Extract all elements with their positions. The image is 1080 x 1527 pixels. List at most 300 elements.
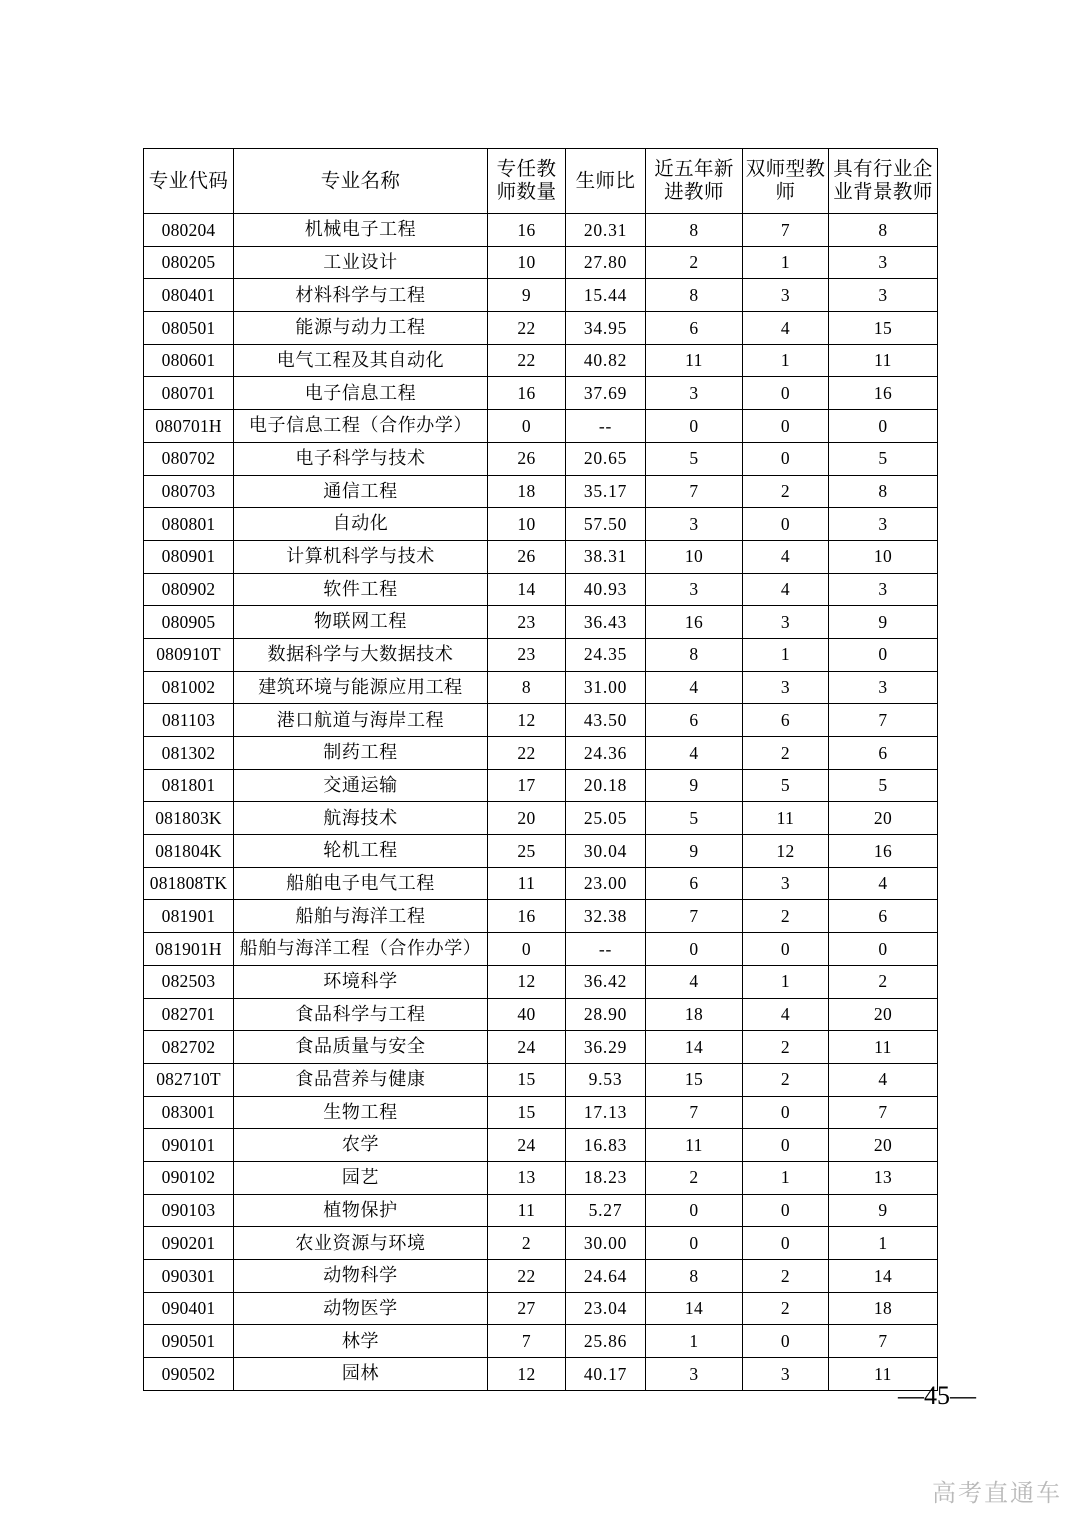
cell-industry-background: 9 [829, 1194, 938, 1227]
cell-major-code: 081901 [144, 900, 234, 933]
table-row [144, 737, 938, 770]
cell-major-code: 080701 [144, 377, 234, 410]
cell-teacher-count: 20 [488, 802, 566, 835]
cell-industry-background: 9 [829, 606, 938, 639]
cell-dual-qualified: 2 [743, 1031, 829, 1064]
cell-student-ratio: 38.31 [566, 540, 646, 573]
cell-major-name: 材料科学与工程 [234, 279, 488, 312]
cell-teacher-count: 12 [488, 1358, 566, 1391]
table-row [144, 638, 938, 671]
cell-student-ratio: 36.29 [566, 1031, 646, 1064]
cell-major-name: 港口航道与海岸工程 [234, 704, 488, 737]
cell-student-ratio: 28.90 [566, 998, 646, 1031]
table-row [144, 1325, 938, 1358]
table-header-row [144, 149, 938, 214]
table-row [144, 835, 938, 868]
cell-new-hires: 3 [646, 508, 743, 541]
cell-new-hires: 8 [646, 1260, 743, 1293]
cell-new-hires: 3 [646, 377, 743, 410]
cell-major-name: 电气工程及其自动化 [234, 344, 488, 377]
cell-major-name: 能源与动力工程 [234, 312, 488, 345]
cell-major-name: 交通运输 [234, 769, 488, 802]
cell-major-code: 090101 [144, 1129, 234, 1162]
cell-new-hires: 15 [646, 1063, 743, 1096]
cell-major-code: 080902 [144, 573, 234, 606]
cell-dual-qualified: 3 [743, 867, 829, 900]
cell-teacher-count: 7 [488, 1325, 566, 1358]
cell-major-code: 080901 [144, 540, 234, 573]
cell-major-name: 通信工程 [234, 475, 488, 508]
cell-dual-qualified: 0 [743, 1129, 829, 1162]
cell-industry-background: 11 [829, 1031, 938, 1064]
cell-teacher-count: 0 [488, 933, 566, 966]
cell-dual-qualified: 4 [743, 540, 829, 573]
cell-new-hires: 5 [646, 802, 743, 835]
cell-new-hires: 7 [646, 1096, 743, 1129]
cell-new-hires: 14 [646, 1292, 743, 1325]
cell-teacher-count: 11 [488, 867, 566, 900]
cell-student-ratio: 20.18 [566, 769, 646, 802]
cell-dual-qualified: 0 [743, 410, 829, 443]
cell-major-code: 090102 [144, 1161, 234, 1194]
table-row [144, 998, 938, 1031]
cell-student-ratio: 32.38 [566, 900, 646, 933]
cell-student-ratio: 35.17 [566, 475, 646, 508]
cell-dual-qualified: 5 [743, 769, 829, 802]
cell-major-code: 081801 [144, 769, 234, 802]
cell-new-hires: 8 [646, 279, 743, 312]
cell-major-name: 轮机工程 [234, 835, 488, 868]
cell-major-name: 生物工程 [234, 1096, 488, 1129]
cell-major-code: 080703 [144, 475, 234, 508]
cell-major-code: 080501 [144, 312, 234, 345]
cell-dual-qualified: 0 [743, 442, 829, 475]
cell-new-hires: 4 [646, 737, 743, 770]
cell-major-name: 食品营养与健康 [234, 1063, 488, 1096]
cell-student-ratio: 40.17 [566, 1358, 646, 1391]
cell-new-hires: 11 [646, 344, 743, 377]
cell-dual-qualified: 3 [743, 606, 829, 639]
cell-new-hires: 4 [646, 965, 743, 998]
cell-major-code: 082710T [144, 1063, 234, 1096]
cell-dual-qualified: 3 [743, 1358, 829, 1391]
cell-industry-background: 0 [829, 933, 938, 966]
table-row [144, 312, 938, 345]
cell-major-name: 船舶电子电气工程 [234, 867, 488, 900]
cell-industry-background: 13 [829, 1161, 938, 1194]
cell-teacher-count: 16 [488, 214, 566, 247]
cell-teacher-count: 8 [488, 671, 566, 704]
cell-dual-qualified: 1 [743, 344, 829, 377]
table-row [144, 1063, 938, 1096]
cell-student-ratio: 25.86 [566, 1325, 646, 1358]
cell-industry-background: 2 [829, 965, 938, 998]
table-row [144, 1358, 938, 1391]
cell-dual-qualified: 2 [743, 1260, 829, 1293]
cell-teacher-count: 24 [488, 1031, 566, 1064]
cell-dual-qualified: 0 [743, 377, 829, 410]
cell-teacher-count: 27 [488, 1292, 566, 1325]
cell-dual-qualified: 0 [743, 1096, 829, 1129]
cell-teacher-count: 11 [488, 1194, 566, 1227]
cell-major-name: 动物医学 [234, 1292, 488, 1325]
cell-teacher-count: 13 [488, 1161, 566, 1194]
table-row [144, 671, 938, 704]
cell-student-ratio: 5.27 [566, 1194, 646, 1227]
cell-new-hires: 9 [646, 769, 743, 802]
cell-major-name: 电子科学与技术 [234, 442, 488, 475]
cell-student-ratio: 30.04 [566, 835, 646, 868]
cell-new-hires: 7 [646, 475, 743, 508]
cell-student-ratio: 23.00 [566, 867, 646, 900]
cell-major-name: 数据科学与大数据技术 [234, 638, 488, 671]
cell-industry-background: 3 [829, 573, 938, 606]
cell-teacher-count: 22 [488, 1260, 566, 1293]
cell-new-hires: 0 [646, 1194, 743, 1227]
cell-teacher-count: 15 [488, 1063, 566, 1096]
cell-teacher-count: 14 [488, 573, 566, 606]
cell-student-ratio: -- [566, 410, 646, 443]
cell-student-ratio: 40.82 [566, 344, 646, 377]
cell-major-code: 081901H [144, 933, 234, 966]
table-row [144, 573, 938, 606]
cell-dual-qualified: 1 [743, 638, 829, 671]
cell-new-hires: 7 [646, 900, 743, 933]
cell-industry-background: 8 [829, 475, 938, 508]
cell-dual-qualified: 2 [743, 475, 829, 508]
cell-dual-qualified: 2 [743, 737, 829, 770]
cell-major-code: 090501 [144, 1325, 234, 1358]
cell-new-hires: 10 [646, 540, 743, 573]
table-row [144, 867, 938, 900]
table-row [144, 769, 938, 802]
column-header-teacher-count: 专任教师数量 [488, 149, 566, 214]
cell-teacher-count: 40 [488, 998, 566, 1031]
cell-student-ratio: 17.13 [566, 1096, 646, 1129]
table-row [144, 214, 938, 247]
table-row [144, 965, 938, 998]
cell-student-ratio: 9.53 [566, 1063, 646, 1096]
cell-dual-qualified: 0 [743, 1325, 829, 1358]
cell-new-hires: 11 [646, 1129, 743, 1162]
cell-student-ratio: -- [566, 933, 646, 966]
table-row [144, 377, 938, 410]
cell-dual-qualified: 3 [743, 671, 829, 704]
cell-major-code: 080910T [144, 638, 234, 671]
cell-teacher-count: 26 [488, 442, 566, 475]
cell-new-hires: 6 [646, 312, 743, 345]
cell-new-hires: 6 [646, 704, 743, 737]
table-row [144, 442, 938, 475]
cell-major-name: 工业设计 [234, 246, 488, 279]
cell-dual-qualified: 2 [743, 1292, 829, 1325]
cell-major-name: 食品质量与安全 [234, 1031, 488, 1064]
cell-student-ratio: 31.00 [566, 671, 646, 704]
cell-industry-background: 10 [829, 540, 938, 573]
cell-dual-qualified: 0 [743, 508, 829, 541]
cell-dual-qualified: 0 [743, 933, 829, 966]
table-body [144, 214, 938, 1391]
cell-major-code: 082701 [144, 998, 234, 1031]
cell-industry-background: 1 [829, 1227, 938, 1260]
cell-major-code: 090502 [144, 1358, 234, 1391]
cell-industry-background: 6 [829, 900, 938, 933]
cell-student-ratio: 24.35 [566, 638, 646, 671]
cell-new-hires: 8 [646, 638, 743, 671]
cell-major-name: 动物科学 [234, 1260, 488, 1293]
cell-new-hires: 9 [646, 835, 743, 868]
cell-dual-qualified: 12 [743, 835, 829, 868]
cell-student-ratio: 30.00 [566, 1227, 646, 1260]
cell-industry-background: 14 [829, 1260, 938, 1293]
cell-new-hires: 14 [646, 1031, 743, 1064]
column-header-new-hires: 近五年新进教师 [646, 149, 743, 214]
cell-student-ratio: 40.93 [566, 573, 646, 606]
cell-dual-qualified: 1 [743, 246, 829, 279]
column-header-student-ratio: 生师比 [566, 149, 646, 214]
cell-major-name: 电子信息工程 [234, 377, 488, 410]
cell-major-name: 环境科学 [234, 965, 488, 998]
cell-student-ratio: 15.44 [566, 279, 646, 312]
cell-industry-background: 4 [829, 1063, 938, 1096]
cell-dual-qualified: 3 [743, 279, 829, 312]
table-row [144, 475, 938, 508]
cell-major-code: 081804K [144, 835, 234, 868]
cell-teacher-count: 22 [488, 344, 566, 377]
cell-industry-background: 20 [829, 802, 938, 835]
cell-dual-qualified: 0 [743, 1194, 829, 1227]
cell-new-hires: 0 [646, 933, 743, 966]
cell-industry-background: 7 [829, 704, 938, 737]
cell-new-hires: 16 [646, 606, 743, 639]
cell-new-hires: 4 [646, 671, 743, 704]
table-row [144, 246, 938, 279]
cell-teacher-count: 10 [488, 508, 566, 541]
cell-industry-background: 5 [829, 442, 938, 475]
cell-industry-background: 8 [829, 214, 938, 247]
cell-major-name: 电子信息工程（合作办学） [234, 410, 488, 443]
table-row [144, 410, 938, 443]
cell-major-code: 080205 [144, 246, 234, 279]
cell-teacher-count: 2 [488, 1227, 566, 1260]
cell-major-code: 082702 [144, 1031, 234, 1064]
table-row [144, 279, 938, 312]
table-row [144, 900, 938, 933]
cell-teacher-count: 16 [488, 900, 566, 933]
cell-industry-background: 4 [829, 867, 938, 900]
cell-student-ratio: 20.31 [566, 214, 646, 247]
table-row [144, 1096, 938, 1129]
cell-major-name: 林学 [234, 1325, 488, 1358]
cell-dual-qualified: 4 [743, 312, 829, 345]
cell-new-hires: 1 [646, 1325, 743, 1358]
table-row [144, 606, 938, 639]
cell-new-hires: 8 [646, 214, 743, 247]
cell-industry-background: 11 [829, 1358, 938, 1391]
cell-industry-background: 18 [829, 1292, 938, 1325]
cell-major-name: 船舶与海洋工程 [234, 900, 488, 933]
cell-industry-background: 20 [829, 1129, 938, 1162]
cell-major-name: 机械电子工程 [234, 214, 488, 247]
cell-industry-background: 7 [829, 1096, 938, 1129]
cell-student-ratio: 23.04 [566, 1292, 646, 1325]
cell-new-hires: 5 [646, 442, 743, 475]
cell-major-name: 园艺 [234, 1161, 488, 1194]
cell-teacher-count: 23 [488, 606, 566, 639]
cell-student-ratio: 20.65 [566, 442, 646, 475]
cell-major-name: 船舶与海洋工程（合作办学） [234, 933, 488, 966]
cell-industry-background: 3 [829, 279, 938, 312]
cell-major-code: 083001 [144, 1096, 234, 1129]
cell-teacher-count: 23 [488, 638, 566, 671]
cell-major-code: 081803K [144, 802, 234, 835]
table-row [144, 1227, 938, 1260]
column-header-major-code: 专业代码 [144, 149, 234, 214]
cell-major-name: 计算机科学与技术 [234, 540, 488, 573]
cell-major-code: 081808TK [144, 867, 234, 900]
table-row [144, 1260, 938, 1293]
cell-major-name: 软件工程 [234, 573, 488, 606]
cell-industry-background: 3 [829, 246, 938, 279]
cell-major-code: 081302 [144, 737, 234, 770]
cell-major-code: 080702 [144, 442, 234, 475]
cell-dual-qualified: 1 [743, 965, 829, 998]
cell-teacher-count: 22 [488, 312, 566, 345]
cell-student-ratio: 36.43 [566, 606, 646, 639]
table-row [144, 933, 938, 966]
cell-major-name: 食品科学与工程 [234, 998, 488, 1031]
cell-teacher-count: 25 [488, 835, 566, 868]
cell-major-code: 080701H [144, 410, 234, 443]
table-row [144, 802, 938, 835]
table-row [144, 1161, 938, 1194]
cell-major-code: 080801 [144, 508, 234, 541]
cell-industry-background: 0 [829, 410, 938, 443]
cell-teacher-count: 12 [488, 704, 566, 737]
table-row [144, 1194, 938, 1227]
cell-new-hires: 3 [646, 1358, 743, 1391]
cell-dual-qualified: 0 [743, 1227, 829, 1260]
cell-new-hires: 18 [646, 998, 743, 1031]
cell-major-code: 080905 [144, 606, 234, 639]
cell-industry-background: 3 [829, 508, 938, 541]
column-header-industry-background: 具有行业企业背景教师 [829, 149, 938, 214]
cell-dual-qualified: 4 [743, 573, 829, 606]
cell-major-name: 航海技术 [234, 802, 488, 835]
cell-major-code: 081103 [144, 704, 234, 737]
cell-major-name: 植物保护 [234, 1194, 488, 1227]
cell-student-ratio: 34.95 [566, 312, 646, 345]
cell-teacher-count: 12 [488, 965, 566, 998]
table-row [144, 1031, 938, 1064]
cell-major-code: 080401 [144, 279, 234, 312]
cell-major-code: 090301 [144, 1260, 234, 1293]
cell-major-name: 园林 [234, 1358, 488, 1391]
cell-student-ratio: 36.42 [566, 965, 646, 998]
cell-student-ratio: 57.50 [566, 508, 646, 541]
cell-student-ratio: 37.69 [566, 377, 646, 410]
table-row [144, 1292, 938, 1325]
cell-industry-background: 7 [829, 1325, 938, 1358]
cell-new-hires: 3 [646, 573, 743, 606]
cell-industry-background: 6 [829, 737, 938, 770]
cell-dual-qualified: 11 [743, 802, 829, 835]
cell-major-code: 090401 [144, 1292, 234, 1325]
cell-teacher-count: 18 [488, 475, 566, 508]
cell-teacher-count: 17 [488, 769, 566, 802]
table-row [144, 344, 938, 377]
watermark: 高考直通车 [932, 1480, 1062, 1507]
cell-student-ratio: 24.64 [566, 1260, 646, 1293]
cell-student-ratio: 43.50 [566, 704, 646, 737]
cell-major-code: 090201 [144, 1227, 234, 1260]
cell-industry-background: 20 [829, 998, 938, 1031]
cell-industry-background: 11 [829, 344, 938, 377]
cell-new-hires: 2 [646, 1161, 743, 1194]
cell-industry-background: 3 [829, 671, 938, 704]
cell-dual-qualified: 2 [743, 900, 829, 933]
column-header-major-name: 专业名称 [234, 149, 488, 214]
cell-major-name: 建筑环境与能源应用工程 [234, 671, 488, 704]
cell-dual-qualified: 7 [743, 214, 829, 247]
major-faculty-table-container [143, 148, 937, 1391]
cell-industry-background: 16 [829, 377, 938, 410]
cell-industry-background: 15 [829, 312, 938, 345]
cell-new-hires: 0 [646, 1227, 743, 1260]
table-row [144, 540, 938, 573]
cell-major-name: 自动化 [234, 508, 488, 541]
cell-teacher-count: 15 [488, 1096, 566, 1129]
cell-major-name: 农业资源与环境 [234, 1227, 488, 1260]
cell-student-ratio: 25.05 [566, 802, 646, 835]
cell-industry-background: 5 [829, 769, 938, 802]
cell-student-ratio: 16.83 [566, 1129, 646, 1162]
cell-teacher-count: 10 [488, 246, 566, 279]
cell-dual-qualified: 1 [743, 1161, 829, 1194]
cell-industry-background: 16 [829, 835, 938, 868]
cell-dual-qualified: 4 [743, 998, 829, 1031]
table-row [144, 1129, 938, 1162]
cell-major-code: 090103 [144, 1194, 234, 1227]
table-header [144, 149, 938, 214]
cell-major-code: 080204 [144, 214, 234, 247]
column-header-dual-qualified: 双师型教师 [743, 149, 829, 214]
cell-teacher-count: 9 [488, 279, 566, 312]
cell-major-code: 080601 [144, 344, 234, 377]
cell-new-hires: 2 [646, 246, 743, 279]
page-number: —45— [898, 1381, 976, 1410]
table-row [144, 704, 938, 737]
cell-industry-background: 0 [829, 638, 938, 671]
major-faculty-table [143, 148, 938, 1391]
cell-teacher-count: 22 [488, 737, 566, 770]
cell-major-name: 物联网工程 [234, 606, 488, 639]
cell-dual-qualified: 6 [743, 704, 829, 737]
cell-teacher-count: 26 [488, 540, 566, 573]
cell-major-name: 农学 [234, 1129, 488, 1162]
table-row [144, 508, 938, 541]
cell-student-ratio: 27.80 [566, 246, 646, 279]
cell-teacher-count: 24 [488, 1129, 566, 1162]
cell-major-code: 081002 [144, 671, 234, 704]
cell-student-ratio: 18.23 [566, 1161, 646, 1194]
cell-new-hires: 0 [646, 410, 743, 443]
cell-teacher-count: 16 [488, 377, 566, 410]
cell-student-ratio: 24.36 [566, 737, 646, 770]
cell-dual-qualified: 2 [743, 1063, 829, 1096]
cell-new-hires: 6 [646, 867, 743, 900]
cell-major-name: 制药工程 [234, 737, 488, 770]
